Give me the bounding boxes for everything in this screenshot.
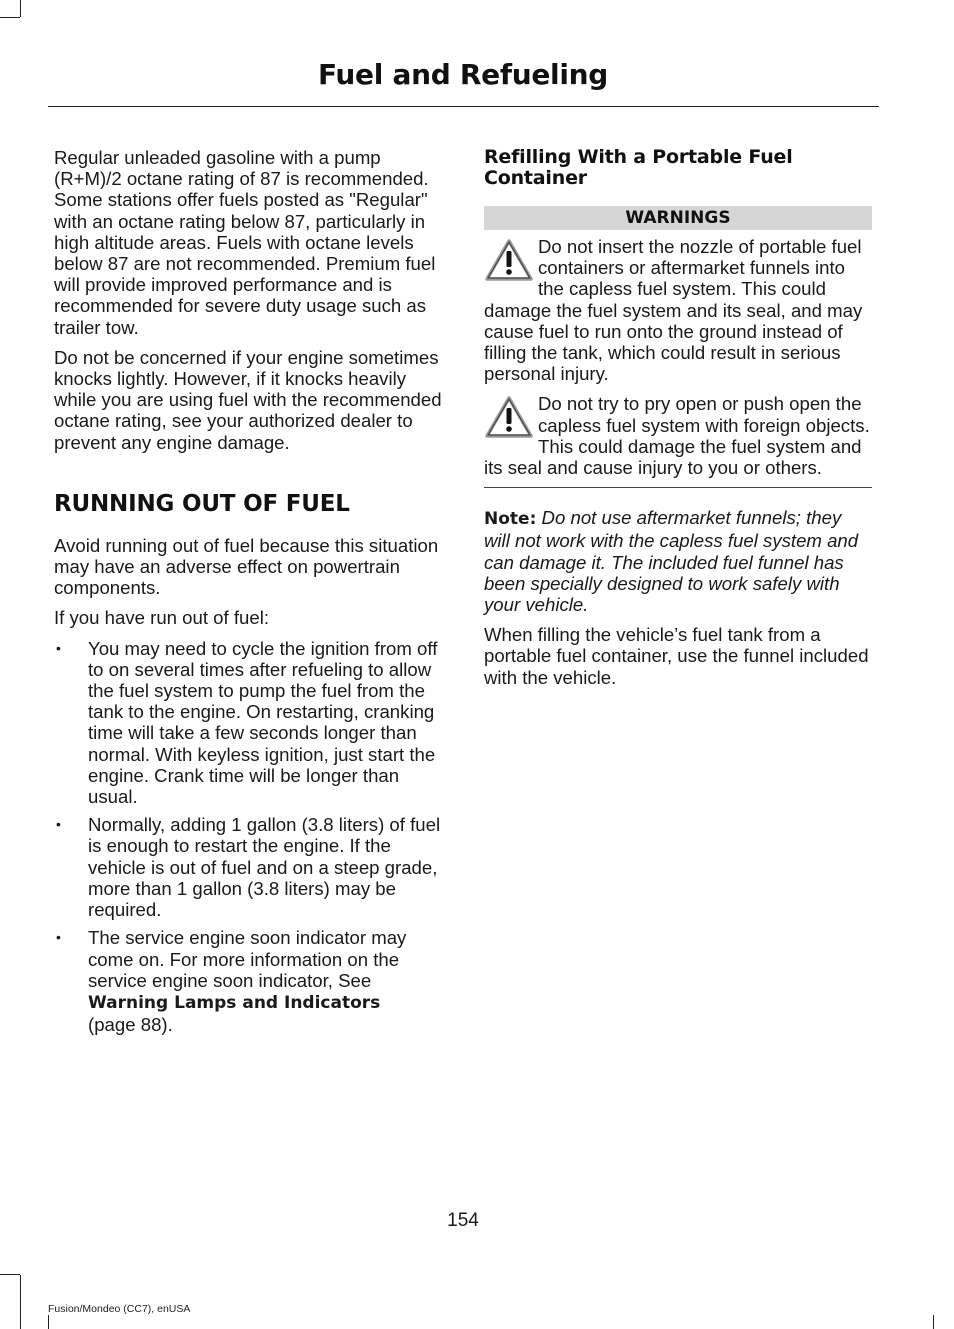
- note-paragraph: [484, 507, 872, 615]
- section-paragraph: Avoid running out of fuel because this situation may have an adverse effect on powertrain components.: [54, 534, 439, 599]
- bullet-marker: •: [56, 639, 61, 656]
- list-item: [54, 814, 444, 920]
- bullet-text: Normally, adding 1 gallon (3.8 liters) of fuel is enough to restart the engine. If the vehicle is out of fuel and on a steep grade, more than 1 gallon (3.8 liters) may be required.: [88, 814, 441, 921]
- bullet-list: [54, 638, 444, 1036]
- cross-reference-link[interactable]: Warning Lamps and Indicators: [88, 992, 381, 1013]
- warning-item: [484, 393, 872, 478]
- bullet-text: The service engine soon indicator may come on. For more information on the service engine soon indicator, See: [88, 927, 407, 991]
- header-divider: [48, 106, 879, 107]
- warnings-header: WARNINGS: [484, 206, 872, 230]
- page-title: Fuel and Refueling: [317, 58, 609, 91]
- bullet-marker: •: [56, 816, 61, 833]
- section-paragraph: If you have run out of fuel:: [54, 607, 269, 629]
- note-label: Note:: [484, 509, 537, 530]
- right-column: [484, 147, 872, 688]
- page-reference: (page 88).: [88, 1014, 173, 1036]
- page-number: 154: [447, 1210, 479, 1231]
- intro-paragraph: Regular unleaded gasoline with a pump (R+M)/2 octane rating of 87 is recommended. Some stations offer fuels posted as "Regular" with an octane rating below 87, particularly in high altitude areas. Fuels with octane levels below 87 are not recommended. Premium fuel will provide improved performance and is recommended for severe duty usage such as trailer tow.: [54, 147, 436, 338]
- bullet-text: You may need to cycle the ignition from off to on several times after refueling to allow the fuel system to pump the fuel from the tank to the engine. On restarting, cranking time will take a few seconds longer than normal. With keyless ignition, just start the engine. Crank time will be longer than usual.: [88, 637, 438, 808]
- warning-text: Do not insert the nozzle of portable fuel containers or aftermarket funnels into the capless fuel system. This could damage the fuel system and its seal, and may cause fuel to run onto the ground instead of filling the tank, which could result in serious personal injury.: [484, 236, 863, 385]
- document-identifier: Fusion/Mondeo (CC7), enUSA: [48, 1303, 191, 1315]
- warning-item: [484, 236, 872, 384]
- section-heading: RUNNING OUT OF FUEL: [54, 490, 350, 517]
- intro-paragraph: Do not be concerned if your engine sometimes knocks lightly. However, if it knocks heavily while you are using fuel with the recommended octane rating, see your authorized dealer to prevent any engine damage.: [54, 346, 442, 453]
- subsection-heading: Refilling With a Portable Fuel Container: [484, 146, 793, 189]
- crop-mark: [20, 1275, 21, 1329]
- bullet-marker: •: [56, 929, 61, 946]
- warning-triangle-icon: [484, 395, 534, 439]
- warning-triangle-icon: [484, 238, 534, 282]
- warnings-divider: [484, 487, 872, 488]
- closing-paragraph: When filling the vehicle’s fuel tank from a portable fuel container, use the funnel included with the vehicle.: [484, 624, 869, 688]
- crop-mark: [0, 1274, 20, 1275]
- warning-text: Do not try to pry open or push open the capless fuel system with foreign objects. This could damage the fuel system and its seal and cause injury to you or others.: [484, 393, 870, 479]
- crop-mark: [48, 1315, 49, 1329]
- note-text: Do not use aftermarket funnels; they will not work with the capless fuel system and can damage it. The included fuel funnel has been specially designed to work safely with your vehicle.: [484, 507, 859, 616]
- crop-mark: [933, 1315, 934, 1329]
- crop-mark: [0, 17, 20, 18]
- list-item: [54, 927, 444, 1035]
- list-item: [54, 638, 444, 808]
- left-column: [54, 147, 444, 1035]
- crop-mark: [20, 0, 21, 17]
